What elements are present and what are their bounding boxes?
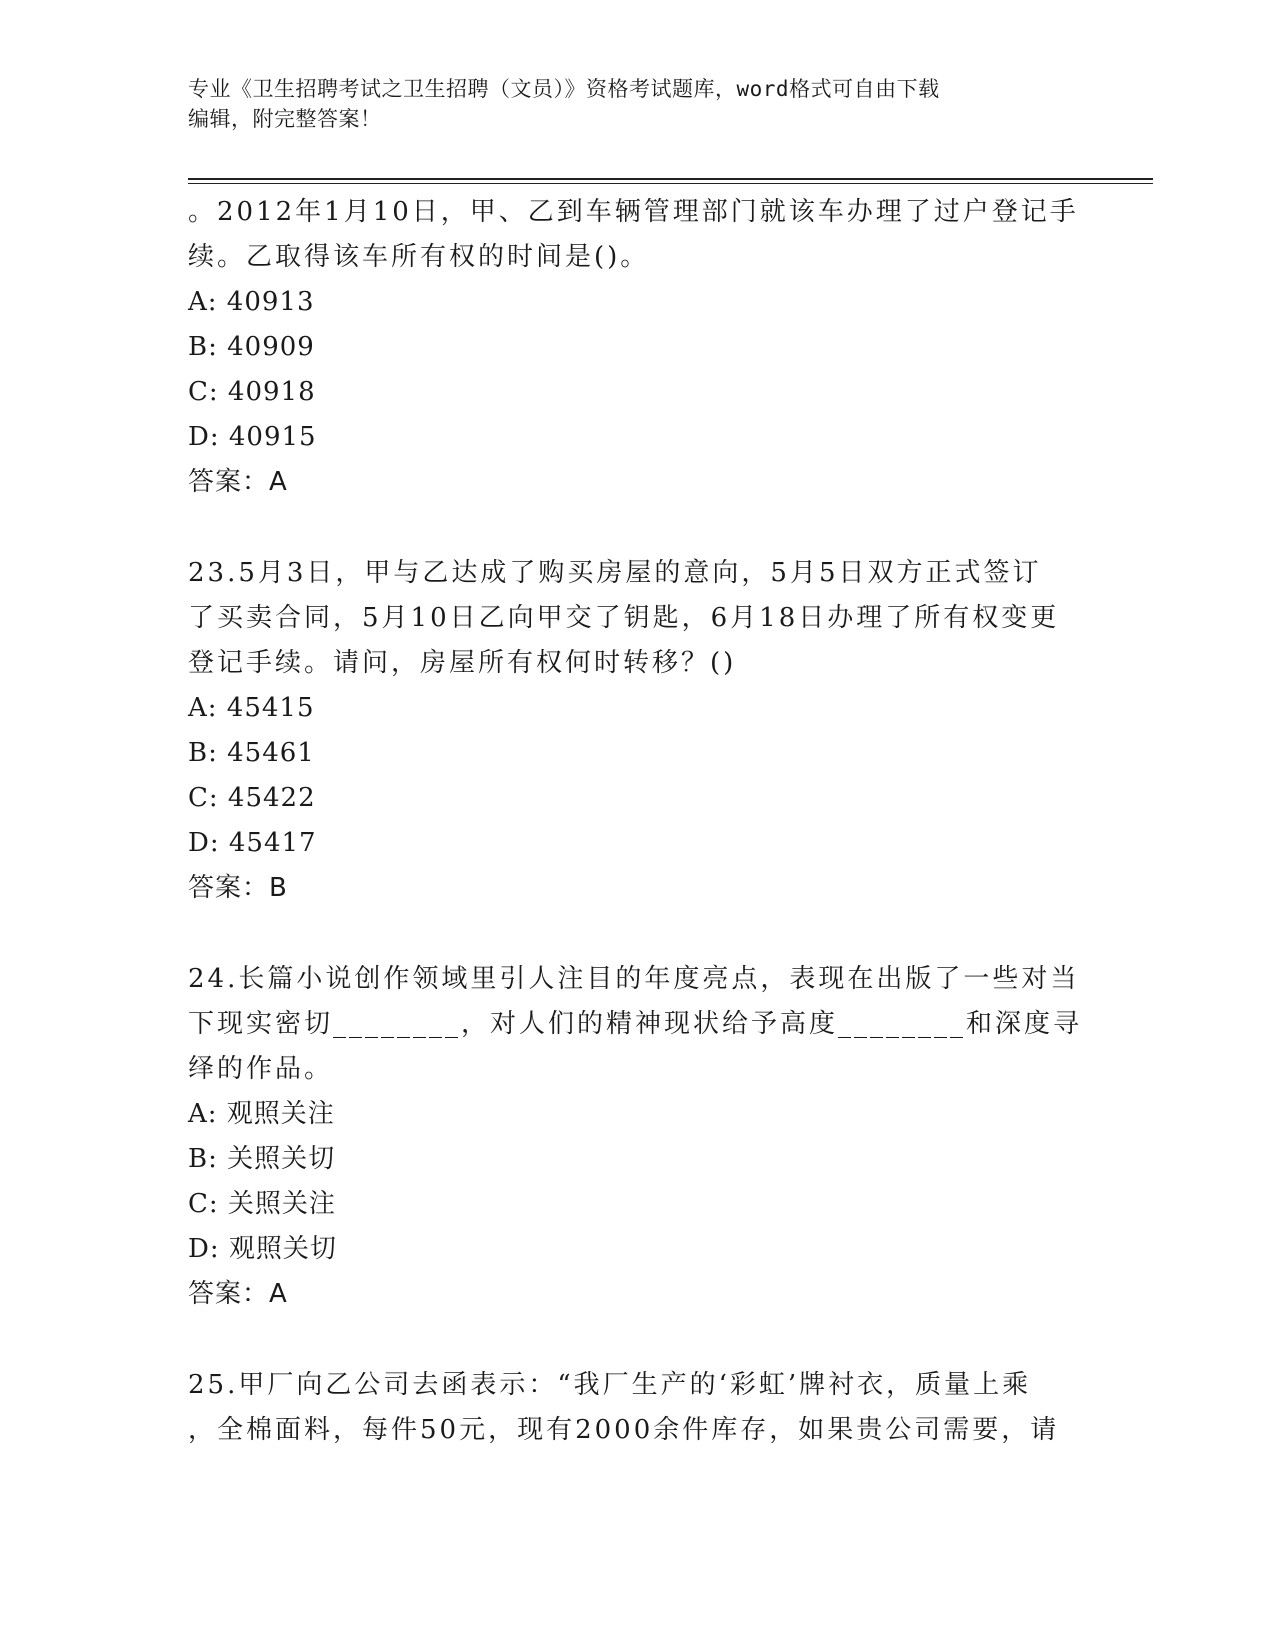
header-line-2: 编辑，附完整答案！ [188,107,382,131]
option-b: B: 45461 [188,738,315,768]
option-d: D: 40915 [188,422,317,452]
question-25 [188,1363,1088,1453]
option-b: B: 关照关切 [188,1144,336,1174]
option-d: D: 观照关切 [188,1234,337,1264]
answer-line: 答案：A [188,467,288,497]
question-text-line: 续。乙取得该车所有权的时间是()。 [188,242,650,272]
question-text-line: 25.甲厂向乙公司去函表示：“我厂生产的‘彩虹’牌衬衣，质量上乘 [188,1370,1032,1400]
header-divider-thin [188,183,1153,184]
question-text-line: 绎的作品。 [188,1054,334,1084]
question-22 [188,190,1088,505]
option-c: C: 40918 [188,377,316,407]
question-text-line: 24.长篇小说创作领域里引人注目的年度亮点，表现在出版了一些对当 [188,964,1080,994]
option-a: A: 40913 [188,287,315,317]
question-text-line: 了买卖合同，5月10日乙向甲交了钥匙，6月18日办理了所有权变更 [188,603,1060,633]
question-23 [188,551,1088,911]
question-text-line: 登记手续。请问，房屋所有权何时转移？() [188,648,737,678]
document-header [188,74,1068,134]
option-a: A: 观照关注 [188,1099,335,1129]
option-a: A: 45415 [188,693,315,723]
header-divider-thick [188,178,1153,180]
question-text-line: 下现实密切________，对人们的精神现状给予高度________和深度寻 [188,1009,1083,1039]
header-line-1: 专业《卫生招聘考试之卫生招聘（文员）》资格考试题库，word格式可自由下载 [188,77,940,101]
question-text-line: ，全棉面料，每件50元，现有2000余件库存，如果贵公司需要，请 [188,1415,1060,1445]
option-b: B: 40909 [188,332,315,362]
question-text-line: 。2012年1月10日，甲、乙到车辆管理部门就该车办理了过户登记手 [188,197,1079,227]
question-text-line: 23.5月3日，甲与乙达成了购买房屋的意向，5月5日双方正式签订 [188,558,1042,588]
answer-line: 答案：B [188,873,288,903]
question-24 [188,957,1088,1317]
option-d: D: 45417 [188,828,317,858]
question-list [188,190,1088,1453]
option-c: C: 45422 [188,783,316,813]
answer-line: 答案：A [188,1279,288,1309]
option-c: C: 关照关注 [188,1189,336,1219]
